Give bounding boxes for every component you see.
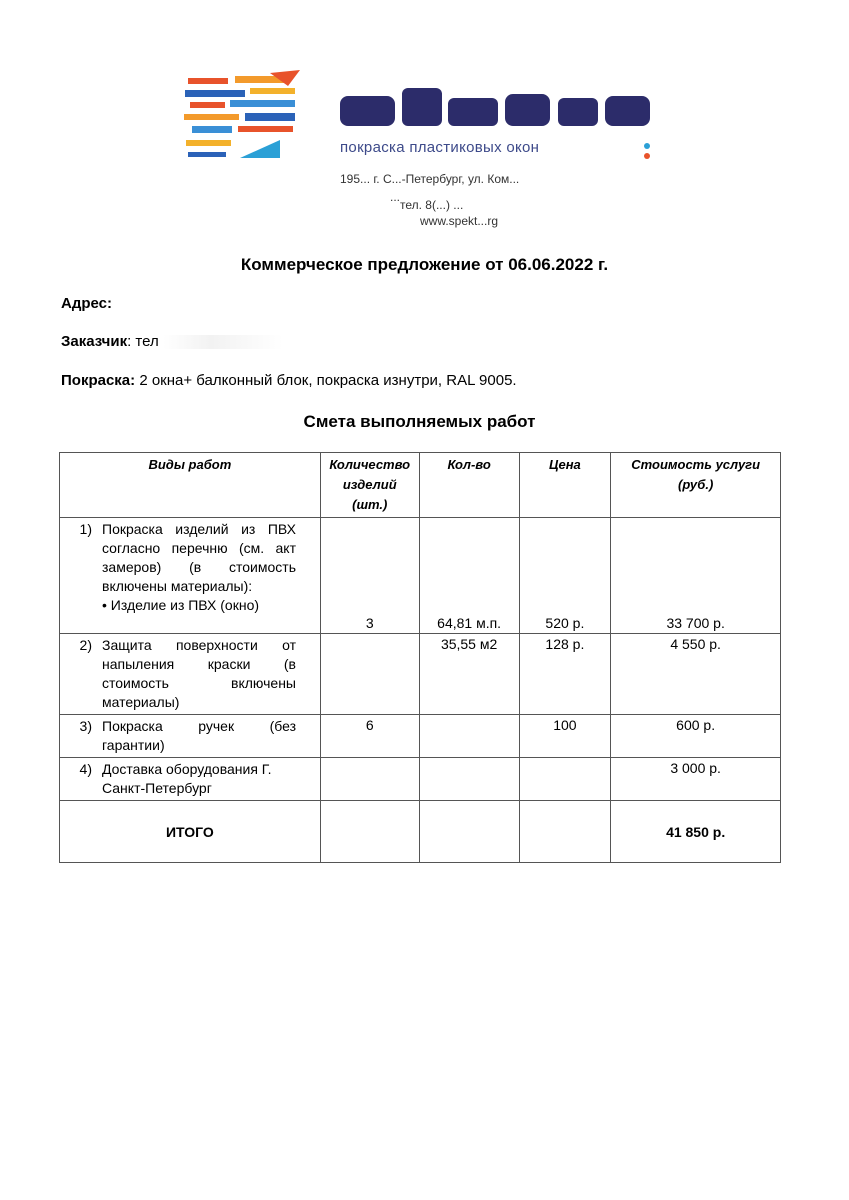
row-number: 3) xyxy=(79,718,92,734)
column-header-work: Виды работ xyxy=(60,453,321,518)
table-row xyxy=(60,634,781,715)
address-line xyxy=(61,295,112,312)
price-cell xyxy=(519,758,611,801)
work-subitem: • Изделие из ПВХ (окно) xyxy=(102,597,260,613)
table-row xyxy=(60,715,781,758)
customer-label: Заказчик xyxy=(61,333,128,350)
column-header-amount: Кол-во xyxy=(419,453,519,518)
customer-line xyxy=(61,333,283,350)
logo-tagline: покраска пластиковых окон xyxy=(340,139,540,156)
amount-cell xyxy=(419,758,519,801)
work-description: Защита поверхности от напыления краски (в стоимость включены материалы) xyxy=(102,637,296,710)
row-number: 1) xyxy=(79,521,92,537)
empty-cell xyxy=(419,801,519,863)
painting-label: Покраска: xyxy=(61,372,136,389)
table-header-row xyxy=(60,453,781,518)
painting-line xyxy=(61,372,517,389)
column-header-items: Количество изделий (шт.) xyxy=(320,453,419,518)
row-number: 2) xyxy=(79,637,92,653)
price-cell: 100 xyxy=(519,715,611,758)
work-description: Покраска ручек (без гарантии) xyxy=(102,718,296,753)
column-header-price: Цена xyxy=(519,453,611,518)
redacted-phone xyxy=(163,335,283,349)
price-cell: 128 р. xyxy=(519,634,611,715)
cost-cell: 3 000 р. xyxy=(611,758,781,801)
row-number: 4) xyxy=(79,761,92,777)
amount-cell: 35,55 м2 xyxy=(419,634,519,715)
empty-cell xyxy=(320,801,419,863)
total-label: ИТОГО xyxy=(60,801,321,863)
table-row xyxy=(60,518,781,634)
total-value: 41 850 р. xyxy=(611,801,781,863)
work-cell xyxy=(60,634,321,715)
logo-address-line: тел. 8(...) ... xyxy=(400,198,464,212)
company-logo xyxy=(180,68,660,228)
qty-cell xyxy=(320,758,419,801)
qty-cell: 6 xyxy=(320,715,419,758)
cost-cell: 33 700 р. xyxy=(611,518,781,634)
work-cell xyxy=(60,715,321,758)
work-description: Доставка оборудования Г. Санкт-Петербург xyxy=(102,761,272,796)
logo-address-line: ... xyxy=(390,190,401,204)
amount-cell: 64,81 м.п. xyxy=(419,518,519,634)
document-title: Коммерческое предложение от 06.06.2022 г. xyxy=(240,255,609,274)
work-description: Покраска изделий из ПВХ согласно перечню (см. акт замеров) (в стоимость включены материалы): xyxy=(102,521,296,594)
address-label: Адрес: xyxy=(61,295,112,312)
qty-cell: 3 xyxy=(320,518,419,634)
work-cell xyxy=(60,518,321,634)
table-row xyxy=(60,758,781,801)
estimate-table xyxy=(59,452,781,863)
amount-cell xyxy=(419,715,519,758)
customer-phone: : тел xyxy=(127,333,159,350)
cost-cell: 600 р. xyxy=(611,715,781,758)
empty-cell xyxy=(519,801,611,863)
price-cell: 520 р. xyxy=(519,518,611,634)
column-header-cost: Стоимость услуги (руб.) xyxy=(611,453,781,518)
logo-address-line: 195... г. С...-Петербург, ул. Ком... xyxy=(340,172,520,186)
work-cell xyxy=(60,758,321,801)
qty-cell xyxy=(320,634,419,715)
logo-website: www.spekt...rg xyxy=(420,214,499,228)
estimate-title: Смета выполняемых работ xyxy=(303,412,536,431)
cost-cell: 4 550 р. xyxy=(611,634,781,715)
total-row xyxy=(60,801,781,863)
painting-value: 2 окна+ балконный блок, покраска изнутри, RAL 9005. xyxy=(135,372,517,389)
